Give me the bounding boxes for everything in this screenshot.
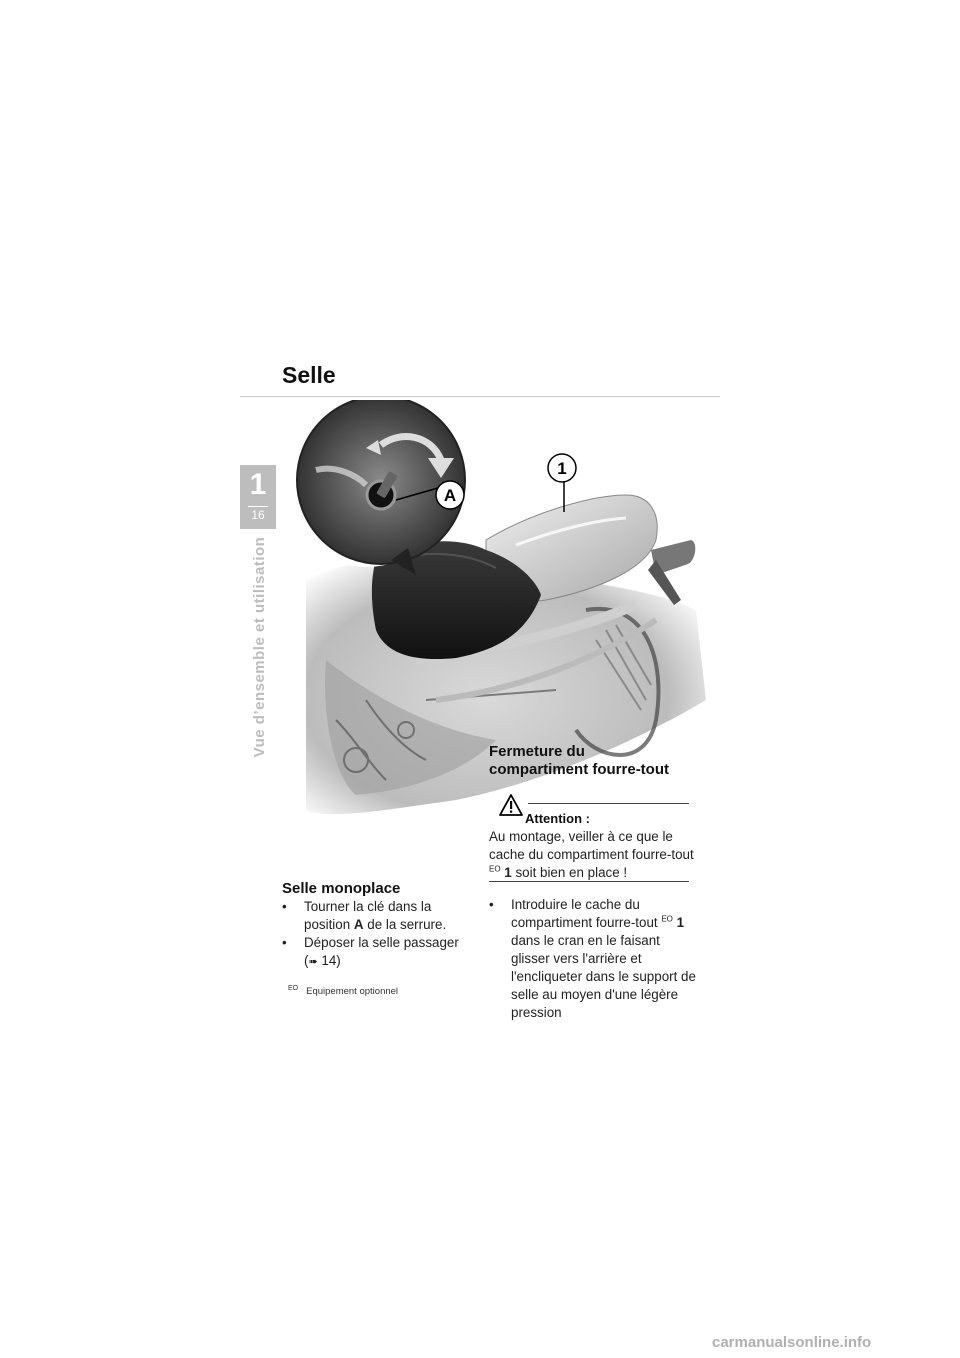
warning-title: Attention : xyxy=(525,811,590,826)
warning-text: Au montage, veiller à ce que le cache du compartiment fourre-tout $^{EO}$ 1 soit bien en place ! xyxy=(489,829,694,880)
warning-rule-top xyxy=(528,803,689,804)
chapter-number: 1 xyxy=(249,468,267,501)
arrow-right-icon: ➠ xyxy=(308,956,318,968)
section-heading-selle-monoplace: Selle monoplace xyxy=(282,880,401,897)
list-item: • Tourner la clé dans la position A de la serrure. xyxy=(282,899,447,932)
watermark: carmanualsonline.info xyxy=(712,1334,872,1351)
callout-a: A xyxy=(443,486,457,505)
header-rule xyxy=(240,396,720,397)
callout-1: 1 xyxy=(557,459,567,478)
page-title: Selle xyxy=(282,362,336,388)
section-heading-fermeture: Fermeture du compartiment fourre-tout xyxy=(489,743,669,778)
side-chapter-title: Vue d’ensemble et utilisation xyxy=(251,536,268,758)
left-instructions xyxy=(282,898,472,971)
warning-icon xyxy=(498,793,524,817)
page-number: 16 xyxy=(251,508,265,522)
right-instructions xyxy=(489,896,699,1022)
footnote: $^{EO}$ Equipement optionnel xyxy=(288,985,399,998)
list-item: • Introduire le cache du compartiment fourre-tout $^{EO}$ 1 dans le cran en le faisant glisser vers l'arrière et l'encliqueter dans le support de selle au moyen d'une légère pression xyxy=(489,897,696,1020)
warning-rule-bottom xyxy=(489,881,689,882)
list-item: • Déposer la selle passager (➠ 14) xyxy=(282,935,459,968)
